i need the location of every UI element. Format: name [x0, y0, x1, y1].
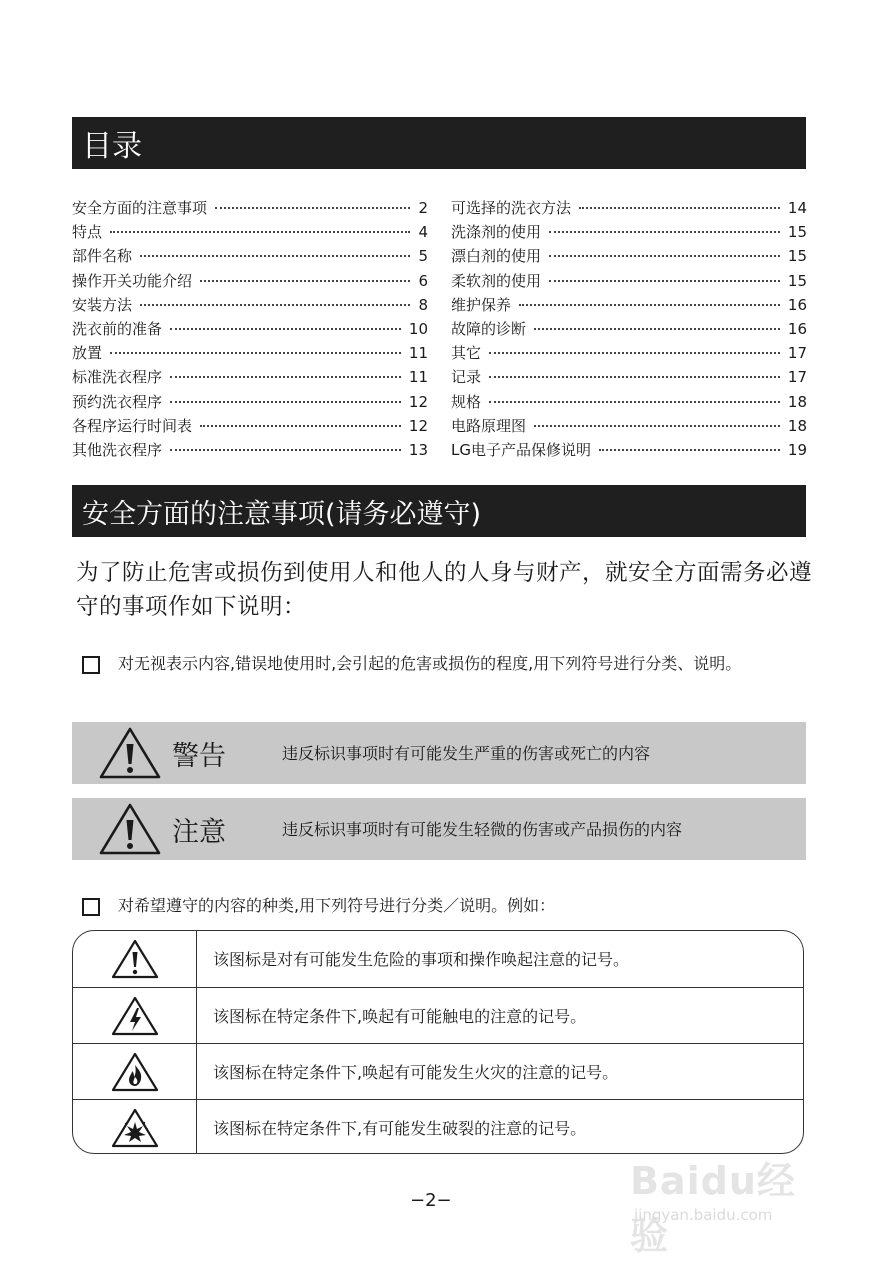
toc-entry[interactable]: [451, 438, 807, 462]
symbol-description: 该图标在特定条件下,唤起有可能触电的注意的记号。: [213, 1007, 587, 1026]
watermark-url: jingyan.baidu.com: [634, 1206, 773, 1224]
toc-title-bar: [72, 117, 806, 169]
toc-leader-dots: [519, 304, 780, 306]
toc-entry-label: 其他洗衣程序: [72, 440, 163, 459]
toc-entry[interactable]: [451, 244, 807, 268]
toc-entry-label: 可选择的洗衣方法: [451, 199, 572, 217]
toc-entry-page: 5: [418, 247, 428, 266]
toc-leader-dots: [215, 207, 410, 209]
toc-entry-page: 16: [787, 319, 807, 338]
toc-right-column: [451, 196, 807, 462]
toc-leader-dots: [489, 352, 780, 354]
toc-leader-dots: [170, 376, 401, 378]
fire-icon: [111, 1052, 159, 1092]
caution-level-box: [72, 798, 806, 860]
toc-entry-page: 17: [787, 344, 807, 363]
warning-title: 警告: [172, 741, 226, 772]
toc-entry[interactable]: [451, 341, 807, 365]
toc-leader-dots: [549, 231, 780, 233]
symbol-description: 该图标在特定条件下,有可能发生破裂的注意的记号。: [213, 1119, 587, 1138]
toc-leader-dots: [534, 425, 780, 427]
toc-entry-page: 15: [787, 271, 807, 290]
toc-entry-label: 特点: [72, 223, 103, 242]
toc-entry-page: 11: [408, 368, 428, 387]
toc-entry-label: 预约洗衣程序: [72, 392, 163, 411]
toc-entry-page: 15: [787, 247, 807, 266]
toc-entry[interactable]: [72, 317, 428, 341]
toc-entry-page: 8: [418, 295, 428, 314]
toc-leader-dots: [579, 207, 780, 209]
toc-entry[interactable]: [451, 390, 807, 414]
toc-entry-label: 维护保养: [451, 295, 512, 314]
page-number: −2−: [410, 1190, 452, 1211]
toc-entry-label: 安装方法: [72, 295, 133, 314]
symbol-description: 该图标是对有可能发生危险的事项和操作唤起注意的记号。: [213, 950, 630, 969]
toc-entry-page: 2: [418, 199, 428, 217]
toc-entry-label: LG电子产品保修说明: [451, 440, 591, 459]
toc-entry-page: 18: [787, 416, 807, 435]
electric-shock-icon: [111, 996, 159, 1036]
warning-triangle-icon: [111, 939, 159, 979]
checkbox-square-icon: [82, 898, 100, 916]
caution-description: 违反标识事项时有可能发生轻微的伤害或产品损伤的内容: [282, 820, 683, 839]
table-row: [73, 1043, 803, 1100]
safety-title: 安全方面的注意事项(请务必遵守): [82, 498, 482, 530]
toc-leader-dots: [534, 328, 780, 330]
note-symbol-types: [80, 892, 810, 920]
toc-entry[interactable]: [72, 341, 428, 365]
toc-entry-label: 故障的诊断: [451, 319, 527, 338]
toc-entry-label: 漂白剂的使用: [451, 247, 542, 266]
toc-leader-dots: [170, 449, 401, 451]
caution-triangle-icon: [98, 802, 162, 856]
safety-intro-text: 为了防止危害或损伤到使用人和他人的人身与财产，就安全方面需务必遵守的事项作如下说明：: [76, 560, 813, 620]
toc-entry-label: 电路原理图: [451, 416, 527, 435]
toc-entry[interactable]: [451, 196, 807, 220]
symbol-icon-cell: [73, 1044, 197, 1100]
caution-title: 注意: [172, 817, 226, 848]
toc-entry-label: 操作开关功能介绍: [72, 271, 193, 290]
toc-entry-page: 19: [787, 440, 807, 459]
symbol-icon-cell: [73, 931, 197, 987]
toc-entry-page: 10: [408, 319, 428, 338]
warning-level-box: [72, 722, 806, 784]
note-text: 对希望遵守的内容的种类,用下列符号进行分类／说明。例如：: [118, 896, 556, 915]
toc-entry[interactable]: [72, 414, 428, 438]
toc-entry-page: 6: [418, 271, 428, 290]
toc-entry[interactable]: [451, 365, 807, 389]
toc-leader-dots: [200, 280, 410, 282]
explosion-icon: [111, 1108, 159, 1148]
toc-entry-page: 17: [787, 368, 807, 387]
toc-entry[interactable]: [451, 414, 807, 438]
toc-leader-dots: [140, 255, 410, 257]
safety-title-bar: [72, 485, 806, 537]
toc-left-column: [72, 196, 428, 462]
toc-entry-page: 4: [418, 223, 428, 242]
toc-entry[interactable]: [451, 269, 807, 293]
toc-leader-dots: [549, 280, 780, 282]
toc-leader-dots: [489, 401, 780, 403]
toc-entry-page: 16: [787, 295, 807, 314]
warning-description: 违反标识事项时有可能发生严重的伤害或死亡的内容: [282, 744, 651, 763]
toc-entry-page: 12: [408, 392, 428, 411]
toc-leader-dots: [170, 401, 401, 403]
toc-leader-dots: [170, 328, 401, 330]
toc-entry-page: 13: [408, 440, 428, 459]
toc-entry[interactable]: [72, 220, 428, 244]
toc-entry-label: 洗涤剂的使用: [451, 223, 542, 242]
table-row: [73, 1099, 803, 1154]
toc-entry-label: 记录: [451, 368, 482, 387]
note-text: 对无视表示内容,错误地使用时,会引起的危害或损伤的程度,用下列符号进行分类、说明。: [118, 654, 742, 673]
toc-entry-label: 部件名称: [72, 247, 133, 266]
toc-entry[interactable]: [72, 390, 428, 414]
toc-entry-label: 安全方面的注意事项: [72, 199, 208, 217]
toc-entry[interactable]: [72, 269, 428, 293]
toc-leader-dots: [599, 449, 780, 451]
table-row: [73, 931, 803, 987]
note-classification: [80, 650, 810, 678]
toc-leader-dots: [140, 304, 410, 306]
toc-entry[interactable]: [451, 317, 807, 341]
toc-entry[interactable]: [72, 438, 428, 462]
toc-entry[interactable]: [72, 196, 428, 220]
toc-entry-label: 洗衣前的准备: [72, 319, 163, 338]
toc-entry-label: 其它: [451, 344, 482, 363]
toc-leader-dots: [549, 255, 780, 257]
toc-title: 目录: [82, 129, 142, 164]
toc-leader-dots: [200, 425, 401, 427]
toc-entry-label: 规格: [451, 392, 482, 411]
toc-entry-page: 11: [408, 344, 428, 363]
toc-entry-label: 标准洗衣程序: [72, 368, 163, 387]
symbol-table: [72, 930, 804, 1154]
toc-entry-label: 柔软剂的使用: [451, 271, 542, 290]
toc-entry[interactable]: [451, 293, 807, 317]
toc-entry[interactable]: [72, 244, 428, 268]
toc-entry-label: 各程序运行时间表: [72, 416, 193, 435]
toc-entry-page: 12: [408, 416, 428, 435]
toc-entry-page: 18: [787, 392, 807, 411]
toc-entry-label: 放置: [72, 344, 103, 363]
toc-leader-dots: [489, 376, 780, 378]
symbol-description: 该图标在特定条件下,唤起有可能发生火灾的注意的记号。: [213, 1063, 619, 1082]
toc-entry[interactable]: [451, 220, 807, 244]
toc-entry[interactable]: [72, 293, 428, 317]
baidu-jingyan-watermark: [630, 1150, 830, 1258]
watermark-logo: Baidu经验: [630, 1159, 796, 1258]
warning-triangle-icon: [98, 726, 162, 780]
table-row: [73, 987, 803, 1044]
toc-leader-dots: [110, 352, 401, 354]
symbol-icon-cell: [73, 988, 197, 1044]
toc-entry[interactable]: [72, 365, 428, 389]
checkbox-square-icon: [82, 656, 100, 674]
toc-leader-dots: [110, 231, 410, 233]
toc-entry-page: 14: [787, 199, 807, 217]
toc-entry-page: 15: [787, 223, 807, 242]
symbol-icon-cell: [73, 1100, 197, 1154]
